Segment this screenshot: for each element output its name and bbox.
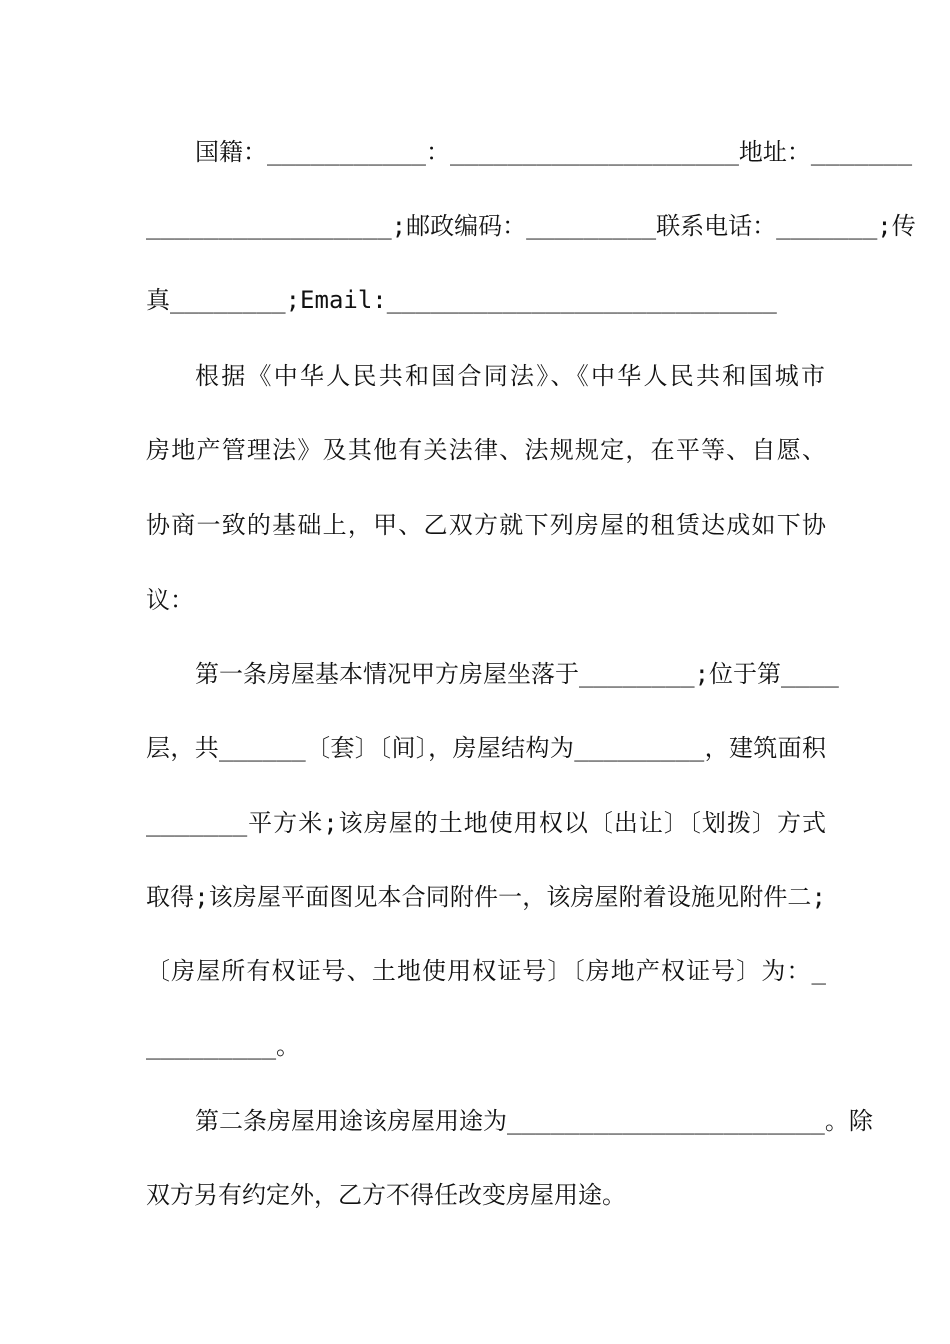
party-info-line-2: _________________;邮政编码：_________联系电话：_______;传 (146, 212, 916, 240)
article-1-line-4: 取得;该房屋平面图见本合同附件一，该房屋附着设施见附件二; (146, 883, 826, 911)
preamble-line-4: 议： (146, 586, 194, 614)
article-1-line-2: 层，共______〔套〕〔间〕，房屋结构为_________，建筑面积 (146, 734, 826, 762)
preamble-line-2: 房地产管理法》及其他有关法律、法规规定，在平等、自愿、 (146, 436, 826, 464)
preamble-line-3: 协商一致的基础上，甲、乙双方就下列房屋的租赁达成如下协 (146, 511, 826, 539)
party-info-line-3: 真________;Email:___________________________ (146, 286, 777, 314)
article-1-line-1: 第一条房屋基本情况甲方房屋坐落于________;位于第____ (195, 660, 839, 688)
article-1-line-6: _________。 (146, 1032, 301, 1060)
article-2-line-2: 双方另有约定外，乙方不得任改变房屋用途。 (146, 1181, 626, 1209)
article-1-line-5: 〔房屋所有权证号、土地使用权证号〕〔房地产权证号〕为：_ (146, 957, 826, 985)
article-2-line-1: 第二条房屋用途该房屋用途为______________________。除 (195, 1107, 873, 1135)
article-1-line-3: _______平方米;该房屋的土地使用权以〔出让〕〔划拨〕方式 (146, 809, 826, 837)
party-info-line-1: 国籍：___________：____________________地址：_______ (195, 138, 913, 166)
preamble-line-1: 根据《中华人民共和国合同法》、《中华人民共和国城市 (195, 362, 825, 390)
